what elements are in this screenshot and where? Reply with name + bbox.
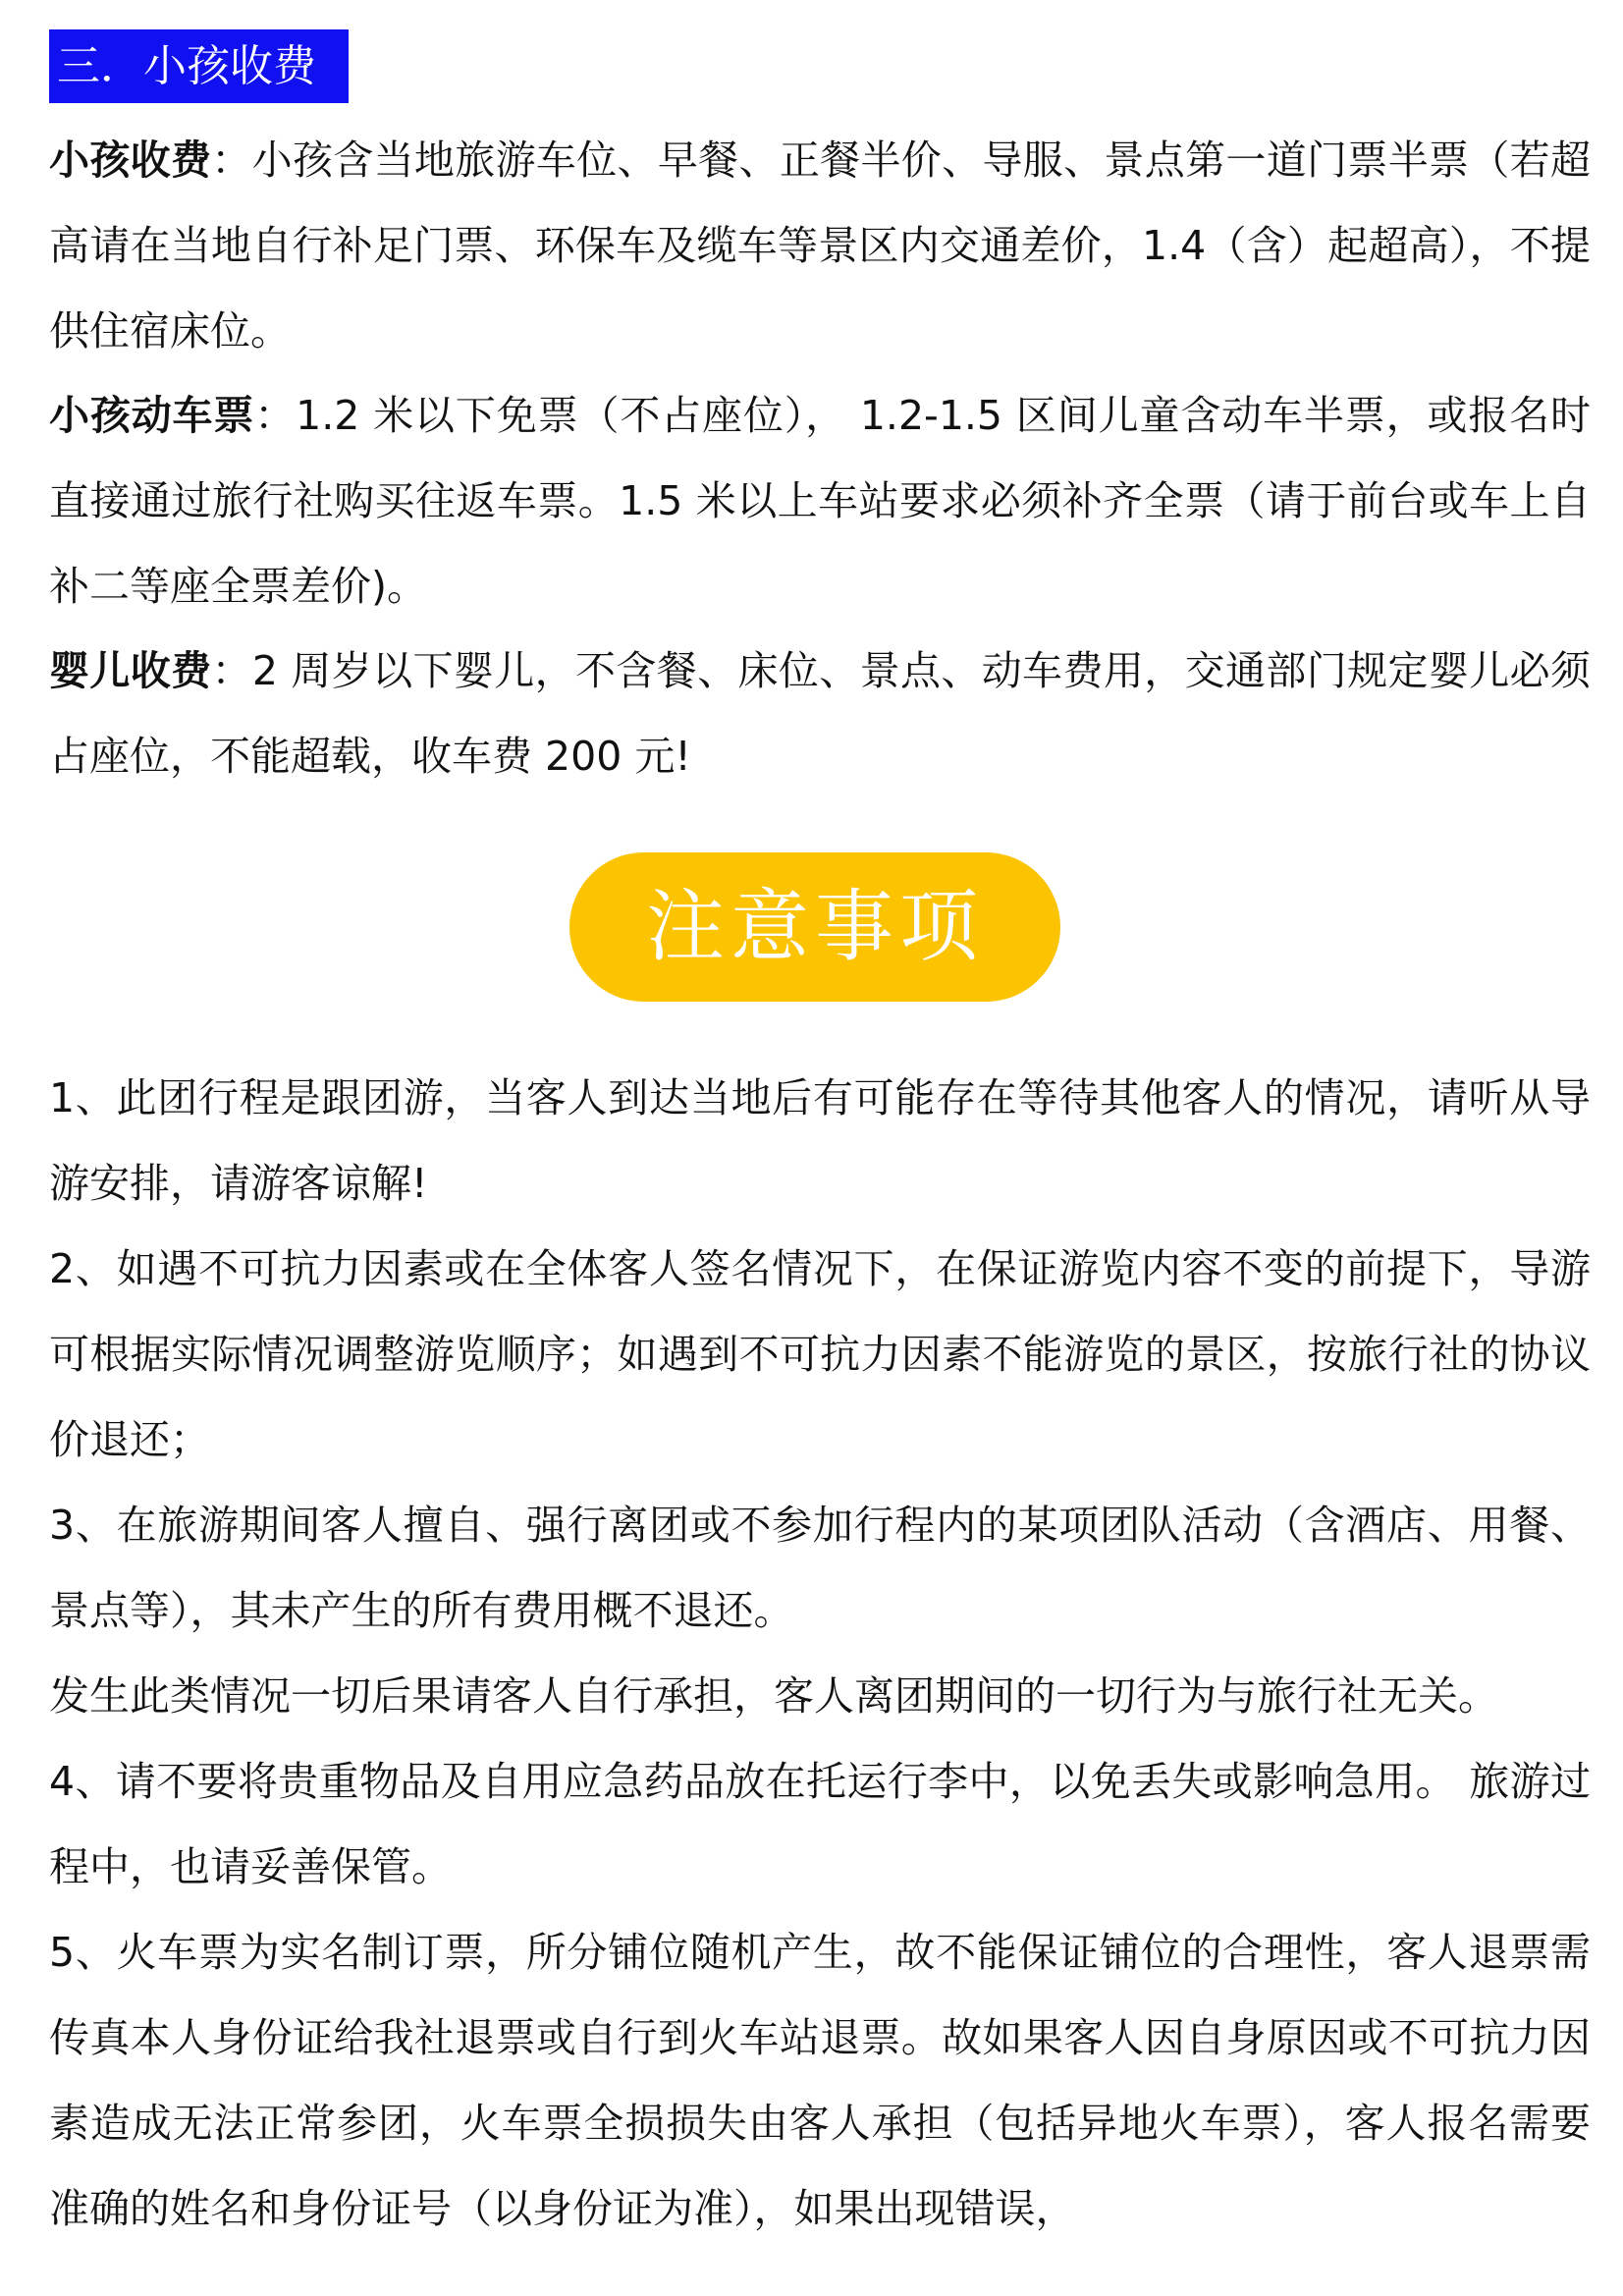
child-train-ticket-paragraph — [49, 373, 1591, 629]
child-train-ticket-label: 小孩动车票 — [49, 392, 255, 439]
child-fee-paragraph — [49, 118, 1591, 374]
notice-list — [49, 1056, 1591, 2252]
notice-title-badge: 注意事项 — [569, 852, 1060, 1002]
section-heading-child-fees: 三．小孩收费 — [49, 29, 349, 103]
notice-item-3-consequence: 发生此类情况一切后果请客人自行承担，客人离团期间的一切行为与旅行社无关。 — [49, 1672, 1498, 1720]
infant-fee-text: ：2 周岁以下婴儿，不含餐、床位、景点、动车费用，交通部门规定婴儿必须占座位，不能超载，收车费 200 元! — [49, 647, 1591, 780]
child-fee-text: ：小孩含当地旅游车位、早餐、正餐半价、导服、景点第一道门票半票（若超高请在当地自行补足门票、环保车及缆车等景区内交通差价，1.4（含）起超高），不提供住宿床位。 — [49, 137, 1591, 355]
notice-item-1: 1、此团行程是跟团游，当客人到达当地后有可能存在等待其他客人的情况，请听从导游安排，请游客谅解! — [49, 1074, 1591, 1207]
infant-fee-paragraph — [49, 629, 1591, 799]
child-fee-label: 小孩收费 — [49, 137, 212, 184]
notice-item-5: 5、火车票为实名制订票，所分铺位随机产生，故不能保证铺位的合理性，客人退票需传真本人身份证给我社退票或自行到火车站退票。故如果客人因自身原因或不可抗力因素造成无法正常参团，火车票全损损失由客人承担（包括异地火车票），客人报名需要准确的姓名和身份证号（以身份证为准），如果出现错误， — [49, 1929, 1591, 2232]
notice-item-2: 2、如遇不可抗力因素或在全体客人签名情况下，在保证游览内容不变的前提下，导游可根据实际情况调整游览顺序；如遇到不可抗力因素不能游览的景区，按旅行社的协议价退还； — [49, 1245, 1591, 1463]
child-train-ticket-text: ：1.2 米以下免票（不占座位）， 1.2-1.5 区间儿童含动车半票，或报名时直接通过旅行社购买往返车票。1.5 米以上车站要求必须补齐全票（请于前台或车上自补二等座全票差价)。 — [49, 392, 1591, 610]
infant-fee-label: 婴儿收费 — [49, 647, 212, 694]
notice-item-3: 3、在旅游期间客人擅自、强行离团或不参加行程内的某项团队活动（含酒店、用餐、景点等），其未产生的所有费用概不退还。 — [49, 1502, 1591, 1634]
notice-item-4: 4、请不要将贵重物品及自用应急药品放在托运行李中，以免丢失或影响急用。 旅游过程中，也请妥善保管。 — [49, 1758, 1591, 1890]
